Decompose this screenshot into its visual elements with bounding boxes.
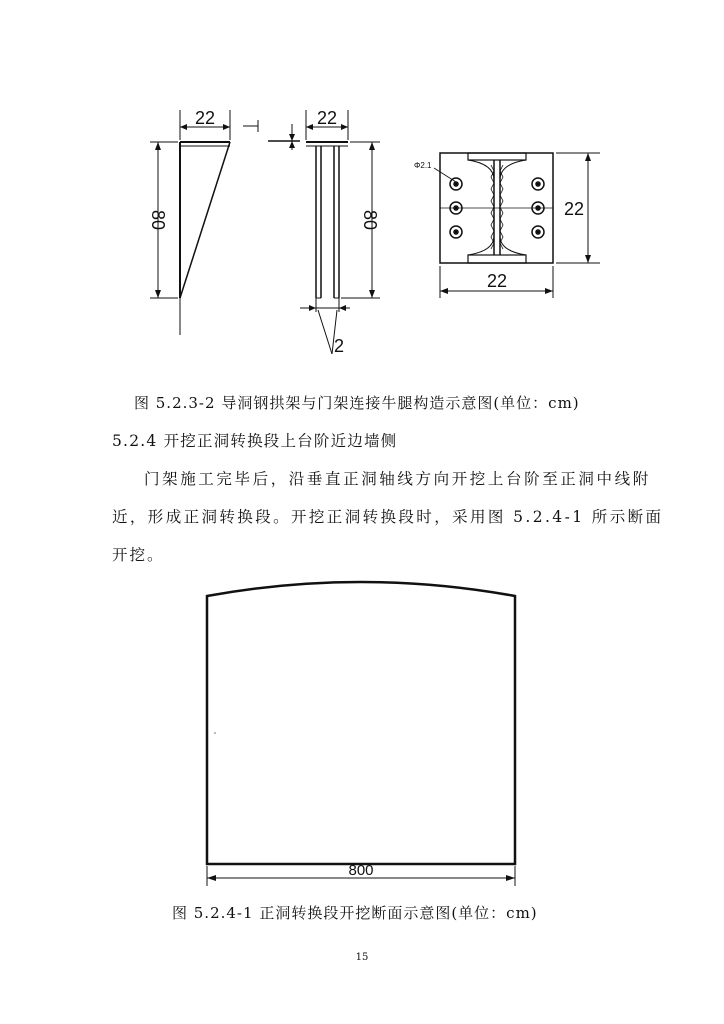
plate-width-label: 22 (486, 271, 508, 291)
paragraph-line-2: 近，形成正洞转换段。开挖正洞转换段时，采用图 5.2.4-1 所示断面 (112, 508, 664, 526)
side-width-label: 22 (316, 108, 338, 128)
section-outline (207, 582, 515, 864)
paragraph-line-3: 开挖。 (112, 546, 165, 564)
figure-caption-section: 图 5.2.4-1 正洞转换段开挖断面示意图(单位：cm) (172, 904, 538, 922)
side-view (300, 110, 380, 354)
page-number: 15 (355, 952, 369, 963)
gusset-width-label: 22 (194, 108, 216, 128)
section-heading: 5.2.4 开挖正洞转换段上台阶近边墙侧 (112, 432, 398, 450)
gusset-height-label: 80 (148, 209, 168, 231)
bracket-figure (0, 0, 724, 380)
figure-caption-bracket: 图 5.2.3-2 导洞钢拱架与门架连接牛腿构造示意图(单位：cm) (134, 394, 580, 412)
section-width-label: 800 (348, 862, 374, 879)
plate-height-label: 22 (563, 199, 585, 219)
end-plate-view (434, 153, 600, 298)
paragraph-line-1: 门架施工完毕后，沿垂直正洞轴线方向开挖上台阶至正洞中线附 (144, 470, 651, 488)
side-height-label: 80 (360, 209, 380, 231)
bolt-diameter-label: Φ2.1 (414, 161, 432, 170)
side-gap-label: 2 (333, 336, 345, 356)
excavation-section-figure (0, 570, 724, 890)
